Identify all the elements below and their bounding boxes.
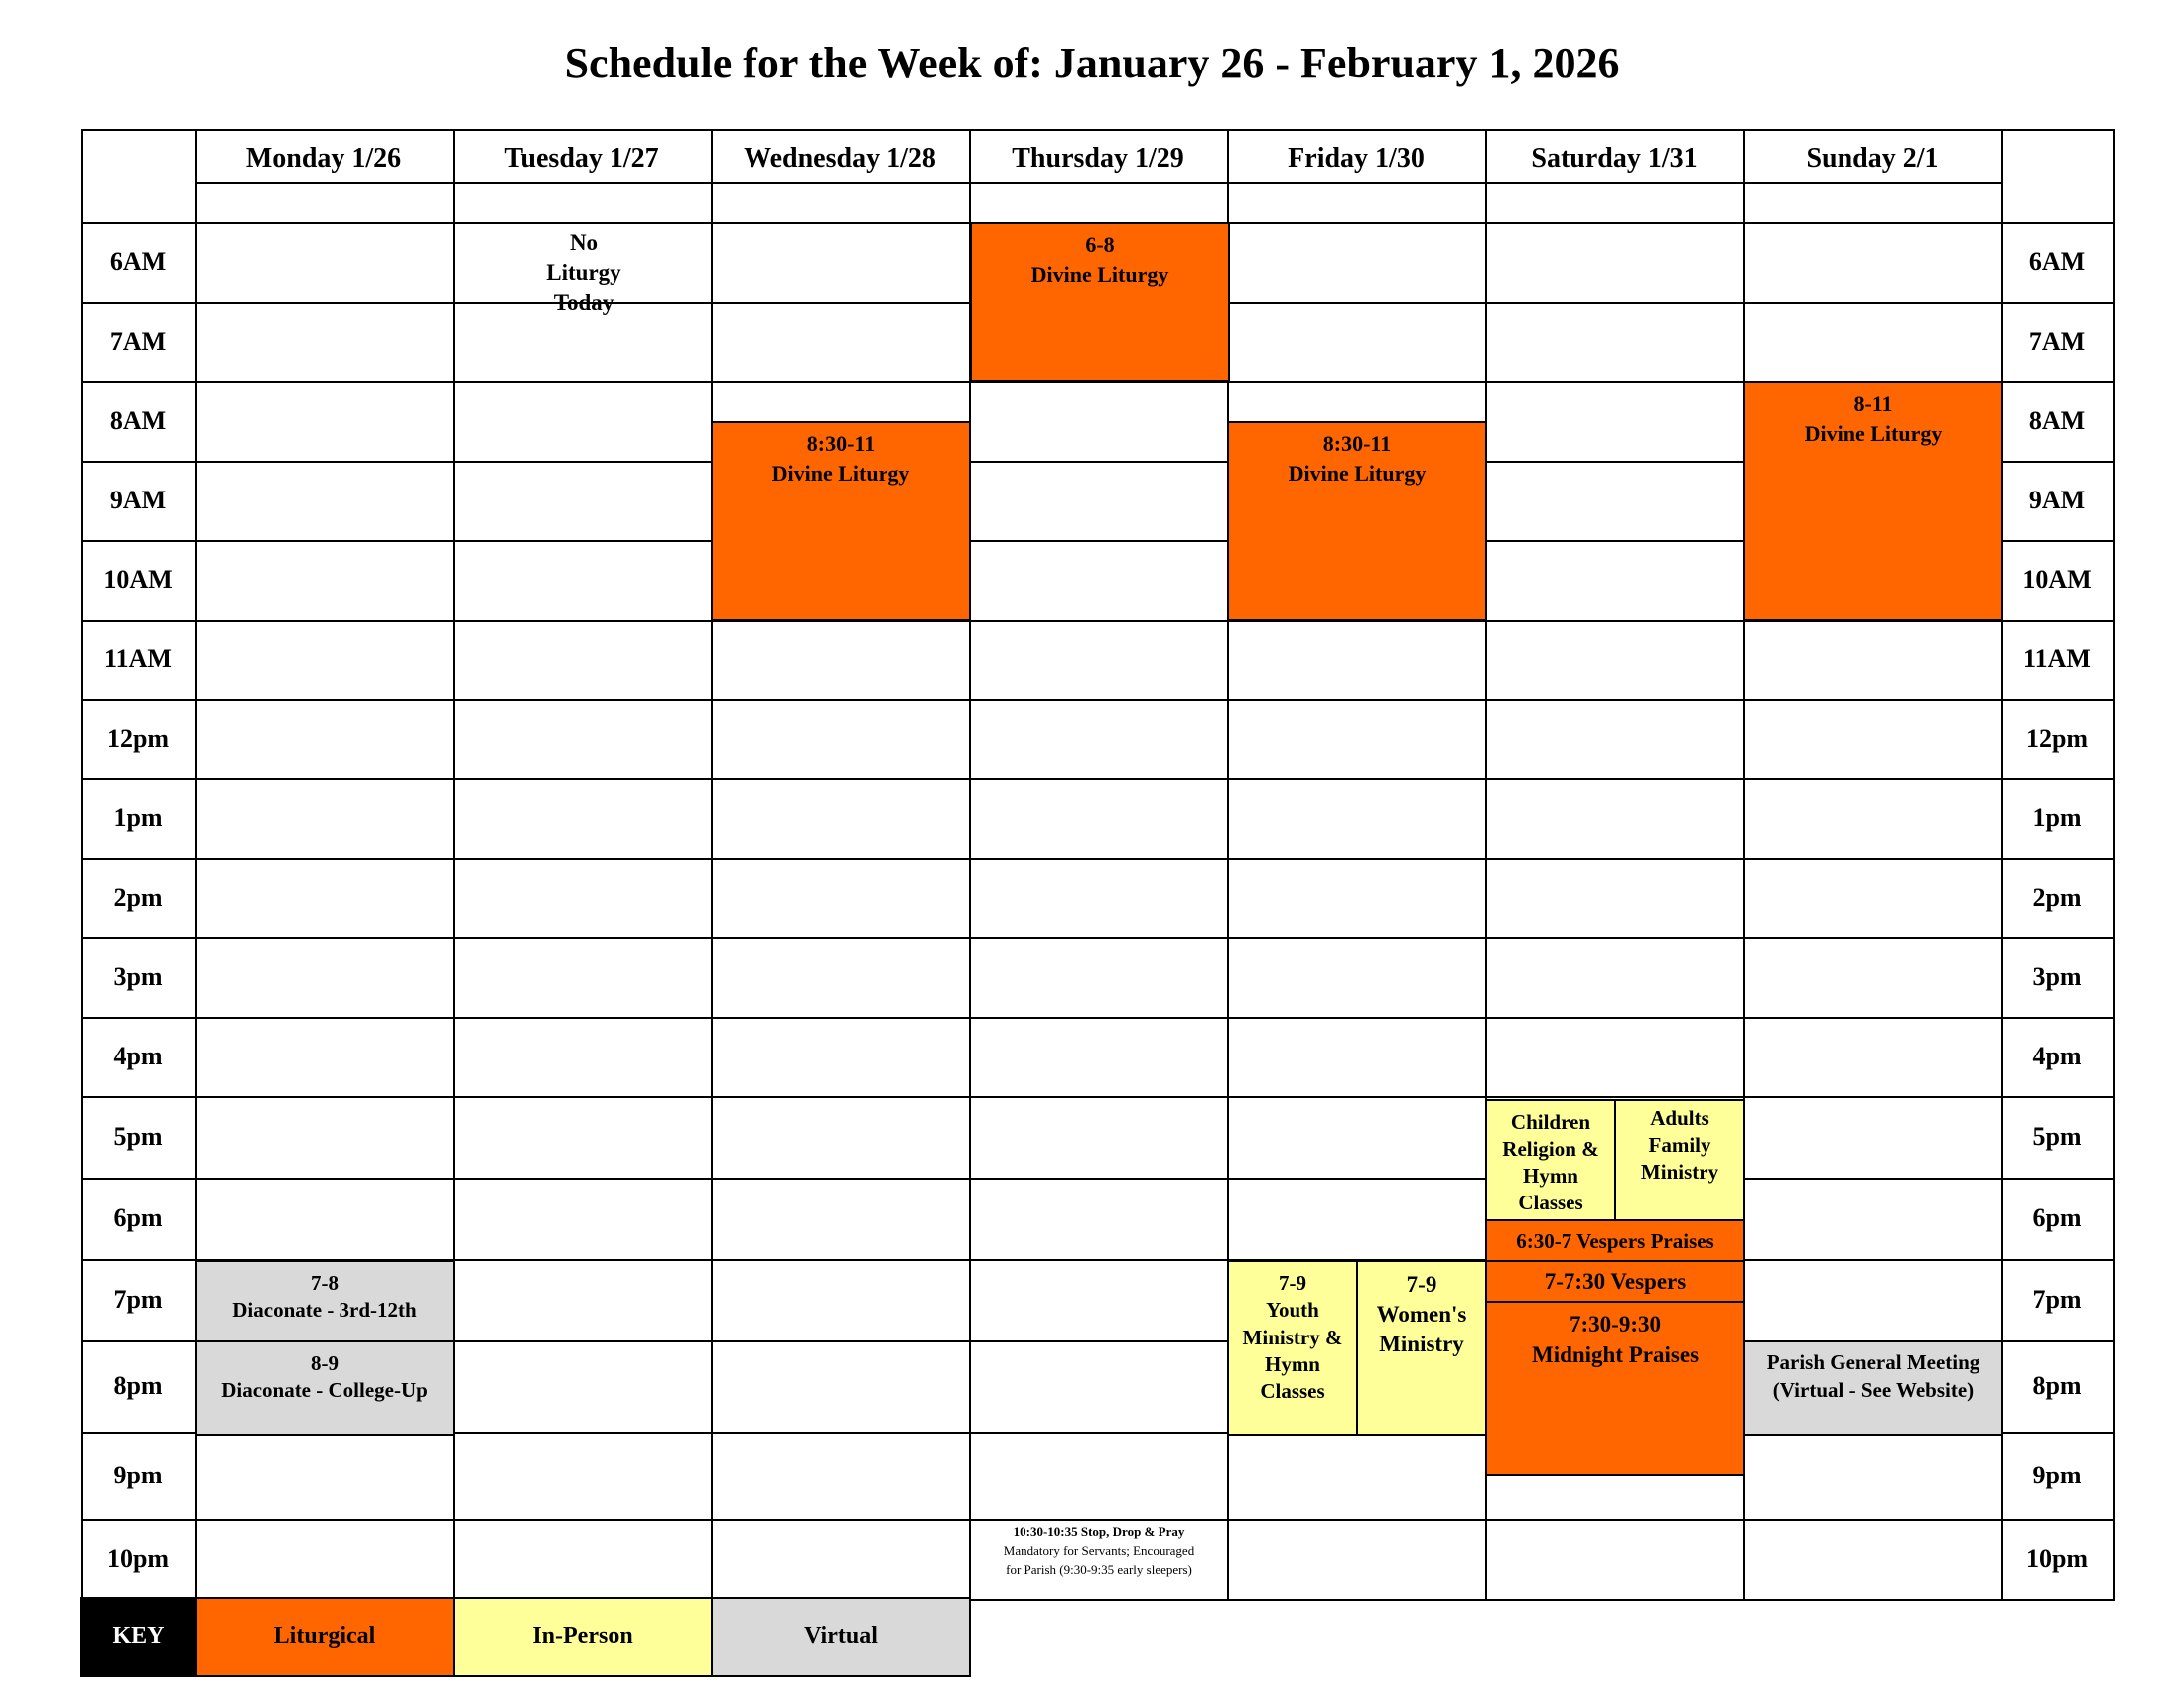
day-header: Saturday 1/31	[1531, 143, 1698, 174]
time-label-left: 8AM	[109, 406, 167, 435]
event-title-line: Adults	[1650, 1106, 1709, 1130]
time-label-right: 9AM	[2028, 486, 2086, 514]
time-label-left: 11AM	[104, 644, 172, 673]
event-title: Divine Liturgy	[1030, 261, 1169, 287]
tuesday-no-liturgy-note	[455, 224, 713, 383]
event-friday-divine-liturgy[interactable]	[1227, 421, 1487, 621]
day-header: Monday 1/26	[245, 143, 402, 174]
event-time: 8:30-11	[806, 431, 876, 456]
event-time: 8:30-11	[1322, 431, 1392, 456]
event-saturday-vespers[interactable]	[1485, 1260, 1745, 1303]
event-title-line: Youth	[1266, 1298, 1319, 1323]
event-wednesday-divine-liturgy[interactable]	[711, 421, 971, 621]
event-title: Diaconate - College-Up	[221, 1378, 428, 1403]
time-label-left: 10pm	[106, 1544, 170, 1573]
grid-line	[195, 182, 2003, 184]
time-label-right: 11AM	[2023, 644, 2091, 673]
time-label-right: 5pm	[2032, 1122, 2082, 1151]
event-title: 10:30-10:35 Stop, Drop & Pray	[1013, 1524, 1185, 1539]
event-title-line: Family	[1648, 1132, 1711, 1157]
event-time: 8-11	[1853, 391, 1893, 416]
key-virtual: Virtual	[711, 1597, 971, 1677]
time-label-left: 1pm	[113, 803, 163, 832]
event-title: Parish General Meeting	[1766, 1350, 1980, 1374]
time-label-right: 6AM	[2028, 247, 2086, 276]
time-label-left: 7pm	[113, 1285, 163, 1314]
event-time: 7-9	[1406, 1272, 1437, 1297]
time-label-left: 9AM	[109, 486, 167, 514]
grid-line	[81, 1178, 2115, 1180]
event-time: 7-8	[311, 1271, 339, 1295]
event-time: 7:30-9:30	[1570, 1312, 1661, 1336]
time-label-left: 6AM	[109, 247, 167, 276]
grid-line	[81, 937, 2115, 939]
event-monday-diaconate-college-up[interactable]	[195, 1340, 455, 1436]
time-label-left: 9pm	[113, 1461, 163, 1489]
event-title-line: Classes	[1518, 1190, 1583, 1214]
time-label-right: 10AM	[2022, 565, 2092, 594]
grid-line	[2113, 129, 2115, 1601]
event-time: 7-9	[1279, 1271, 1306, 1295]
event-title-line: Hymn	[1264, 1351, 1320, 1376]
event-time: 8-9	[311, 1351, 339, 1375]
event-title: Divine Liturgy	[1804, 420, 1943, 446]
event-title-line: Classes	[1260, 1379, 1325, 1404]
event-title-line: Ministry &	[1242, 1325, 1343, 1349]
event-title: Divine Liturgy	[771, 460, 910, 486]
time-label-right: 8pm	[2032, 1371, 2082, 1400]
day-header: Wednesday 1/28	[744, 143, 936, 174]
event-subtitle: (Virtual - See Website)	[1772, 1378, 1975, 1403]
day-header: Friday 1/30	[1288, 143, 1425, 174]
note-line: Liturgy	[546, 259, 621, 285]
grid-line	[81, 129, 2115, 131]
grid-line	[81, 1096, 2115, 1098]
event-sunday-divine-liturgy[interactable]	[1743, 381, 2003, 621]
event-title: Diaconate - 3rd-12th	[232, 1298, 417, 1323]
event-title: Midnight Praises	[1531, 1342, 1700, 1368]
time-label-right: 10pm	[2025, 1544, 2089, 1573]
time-label-right: 9pm	[2032, 1461, 2082, 1489]
event-title-line: Ministry	[1640, 1159, 1719, 1184]
key-in-person: In-Person	[453, 1597, 713, 1677]
time-label-left: 5pm	[113, 1122, 163, 1151]
grid-line	[81, 858, 2115, 860]
time-label-left: 2pm	[113, 883, 163, 912]
event-monday-diaconate-3rd-12th[interactable]	[195, 1260, 455, 1342]
time-label-left: 4pm	[113, 1042, 163, 1070]
event-title-line: Women's	[1376, 1301, 1467, 1327]
event-thursday-stop-drop-pray	[971, 1519, 1227, 1599]
event-title: 7-7:30 Vespers	[1544, 1269, 1687, 1294]
event-saturday-vespers-praises[interactable]	[1485, 1219, 1745, 1262]
event-note-line: Mandatory for Servants; Encouraged	[1003, 1542, 1195, 1558]
event-friday-womens-ministry[interactable]	[1356, 1260, 1487, 1436]
event-title-line: Children	[1510, 1110, 1591, 1134]
event-title: 6:30-7 Vespers Praises	[1516, 1229, 1714, 1253]
event-friday-youth-ministry[interactable]	[1227, 1260, 1358, 1436]
grid-line	[81, 778, 2115, 780]
event-title-line: Hymn	[1522, 1163, 1578, 1188]
event-thursday-divine-liturgy[interactable]	[970, 222, 1230, 382]
event-title-line: Religion &	[1502, 1136, 1599, 1161]
time-label-right: 8AM	[2028, 406, 2086, 435]
time-label-left: 10AM	[103, 565, 173, 594]
key-liturgical: Liturgical	[195, 1597, 455, 1677]
event-title: Divine Liturgy	[1288, 460, 1427, 486]
time-label-right: 7AM	[2028, 327, 2086, 355]
time-label-right: 6pm	[2032, 1203, 2082, 1232]
event-saturday-midnight-praises[interactable]	[1485, 1301, 1745, 1476]
time-label-right: 7pm	[2032, 1285, 2082, 1314]
time-label-right: 12pm	[2025, 724, 2089, 753]
day-header: Sunday 2/1	[1806, 143, 1939, 174]
event-time: 6-8	[1085, 232, 1115, 257]
time-label-right: 1pm	[2032, 803, 2082, 832]
time-label-left: 8pm	[113, 1371, 163, 1400]
event-note-line: for Parish (9:30-9:35 early sleepers)	[1006, 1561, 1192, 1577]
grid-line	[81, 699, 2115, 701]
time-label-right: 4pm	[2032, 1042, 2082, 1070]
time-label-right: 2pm	[2032, 883, 2082, 912]
day-header: Tuesday 1/27	[504, 143, 659, 174]
event-saturday-adults-family-ministry[interactable]	[1614, 1099, 1745, 1221]
event-saturday-children-classes[interactable]	[1485, 1099, 1616, 1221]
note-line: Today	[553, 289, 614, 315]
note-line: No	[569, 230, 599, 255]
day-header: Thursday 1/29	[1012, 143, 1184, 174]
event-title-line: Ministry	[1379, 1331, 1464, 1356]
time-label-left: 6pm	[113, 1203, 163, 1232]
grid-line	[81, 1017, 2115, 1019]
page-title: Schedule for the Week of: January 26 - February 1, 2026	[564, 39, 1620, 87]
event-sunday-parish-general-meeting[interactable]	[1743, 1340, 2003, 1436]
time-label-left: 7AM	[109, 327, 167, 355]
time-label-left: 12pm	[106, 724, 170, 753]
time-label-left: 3pm	[113, 962, 163, 991]
time-label-right: 3pm	[2032, 962, 2082, 991]
key-label: KEY	[80, 1597, 197, 1677]
